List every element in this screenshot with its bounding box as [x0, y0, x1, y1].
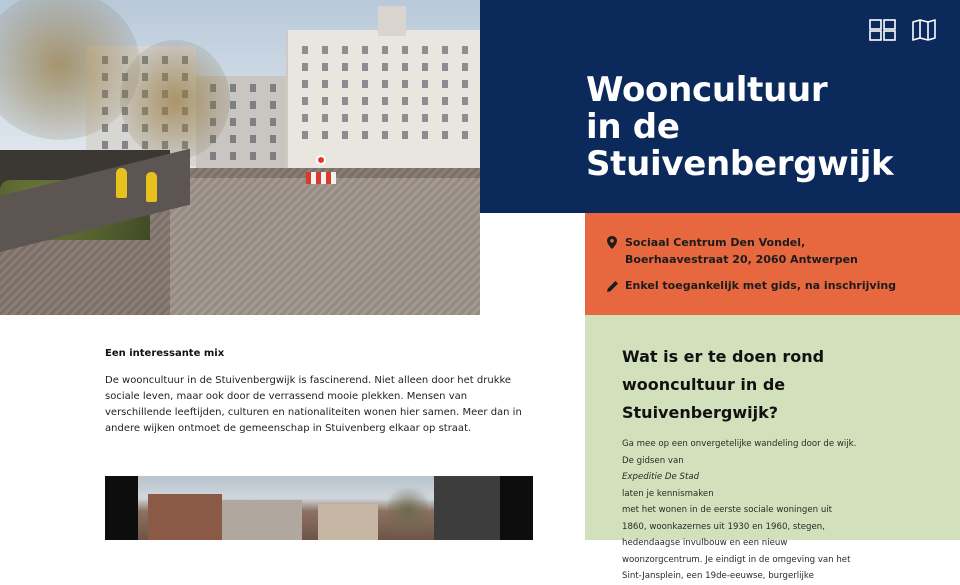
sidebar-body-line: woonzorgcentrum. Je eindigt in de omgeving van het	[622, 554, 851, 565]
article	[105, 347, 535, 437]
section-heading: Een interessante mix	[105, 348, 225, 359]
photo-person	[116, 168, 127, 198]
photo-barrier	[306, 172, 336, 184]
sidebar-body	[622, 436, 912, 585]
location-pin-icon	[607, 236, 619, 254]
page-title-line: in de	[586, 107, 680, 147]
media-building	[222, 500, 302, 540]
sidebar-title-line: wooncultuur in de	[622, 375, 786, 394]
media-player[interactable]	[105, 476, 533, 540]
photo-building-tower	[378, 6, 406, 36]
sidebar-body-line: 1860, woonkazernes uit 1930 en 1960, stegen,	[622, 521, 825, 532]
media-building	[148, 494, 222, 540]
map-icon[interactable]	[910, 18, 938, 42]
access-row	[607, 277, 896, 297]
photo-tree	[120, 40, 230, 160]
photo-windows	[296, 46, 476, 146]
section-body: De wooncultuur in de Stuivenbergwijk is fascinerend. Niet alleen door het drukke sociale leven, maar ook door de verrassend mooie plekken. Mensen van verschillende leeftijden, culturen en nationaliteiten wonen hier samen. Meer dan in andere wijken ontmoet de gemeenschap in Stuivenberg elkaar op straat.	[105, 375, 522, 434]
sidebar-title	[622, 343, 922, 427]
sidebar-body-text: De gidsen van	[622, 455, 684, 466]
sidebar-body-text: laten je kennismaken	[622, 488, 714, 499]
address-row	[607, 234, 858, 268]
sidebar-body-line	[622, 453, 912, 503]
photo-person	[146, 172, 157, 202]
media-still	[138, 476, 500, 540]
sidebar-body-line: met het wonen in de eerste sociale woningen uit	[622, 505, 833, 515]
sidebar-body-line: Ga mee op een onvergetelijke wandeling door de wijk.	[622, 439, 857, 449]
access-note: Enkel toegankelijk met gids, na inschrijving	[625, 279, 897, 292]
sidebar-title-line: Stuivenbergwijk?	[622, 403, 779, 422]
hero-photo	[0, 0, 480, 315]
sidebar-body-line: Sint-Jansplein, een 19de-eeuwse, burgerlijke	[622, 571, 814, 581]
grid-view-icon[interactable]	[868, 18, 896, 42]
title-panel	[480, 0, 960, 213]
sidebar-title-line: Wat is er te doen rond	[622, 347, 825, 366]
page-title	[586, 72, 893, 183]
photo-square	[170, 178, 480, 315]
media-building	[434, 476, 500, 540]
address-line: Sociaal Centrum Den Vondel,	[625, 236, 806, 249]
page-title-line: Stuivenbergwijk	[586, 144, 894, 184]
expeditie-de-stad-text: Expeditie De Stad	[622, 472, 700, 482]
address-line: Boerhaavestraat 20, 2060 Antwerpen	[625, 253, 858, 266]
view-toggle	[868, 18, 938, 42]
page-title-line: Wooncultuur	[586, 70, 828, 110]
sidebar-body-line: hedendaagse invulbouw en een nieuw	[622, 538, 788, 548]
activities-sidebar	[585, 315, 960, 581]
photo-sign	[316, 155, 326, 165]
address	[625, 234, 858, 268]
media-building	[318, 504, 378, 540]
media-tree	[388, 482, 428, 540]
event-info-panel	[585, 213, 960, 315]
pencil-icon	[607, 279, 619, 297]
